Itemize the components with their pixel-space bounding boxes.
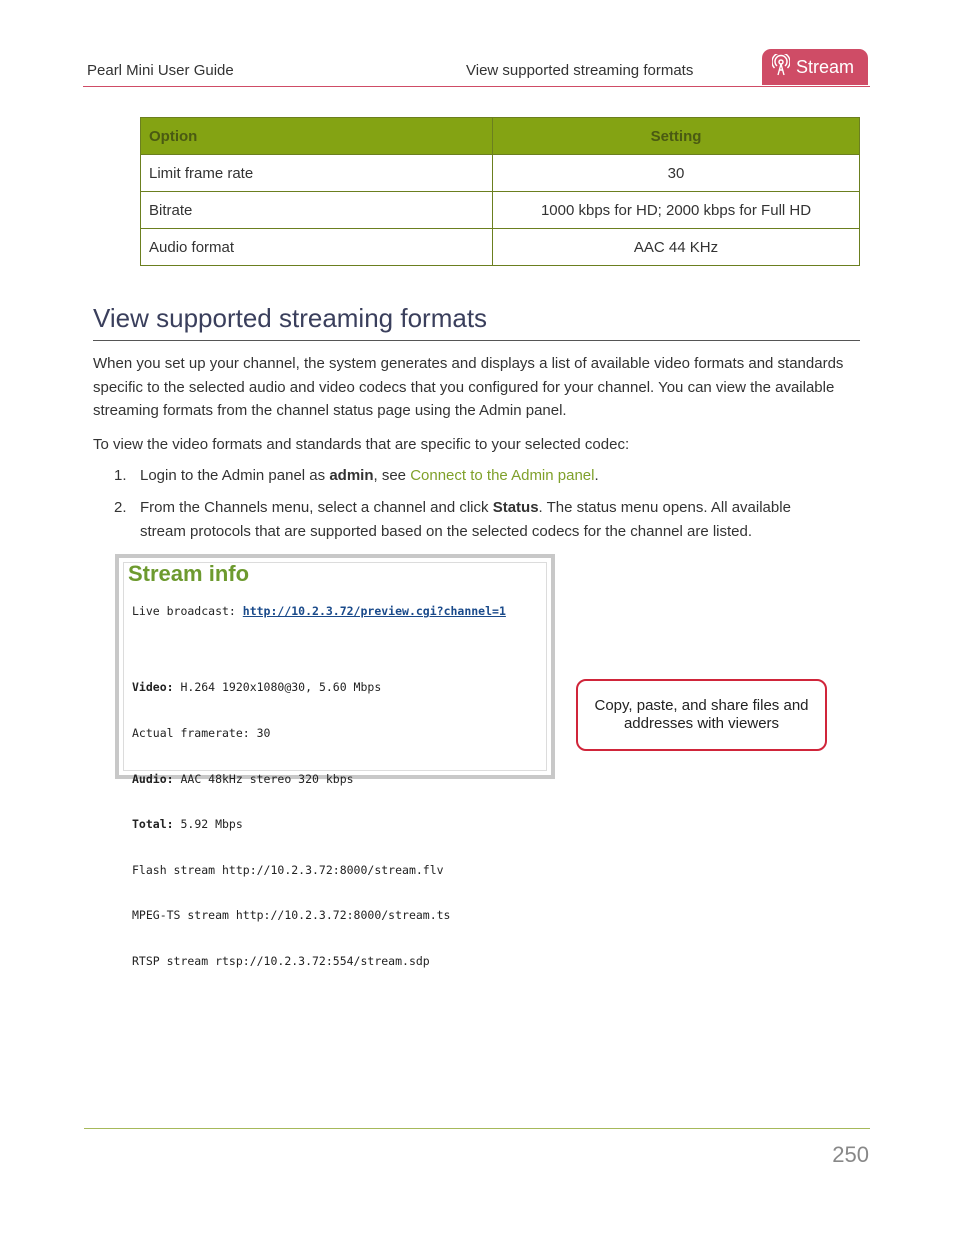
stream-detail-line: RTSP stream rtsp://10.2.3.72:554/stream.sdp: [132, 954, 430, 969]
table-row: [141, 229, 860, 266]
step-text: Login to the Admin panel as admin, see Connect to the Admin panel.: [140, 467, 599, 484]
live-broadcast-url[interactable]: http://10.2.3.72/preview.cgi?channel=1: [242, 604, 506, 618]
table-row: [141, 155, 860, 192]
table-row: [141, 192, 860, 229]
stream-info-title: Stream info: [128, 561, 250, 586]
stream-badge-label: Stream: [796, 56, 855, 77]
live-broadcast-line: Live broadcast: http://10.2.3.72/preview.cgi?channel=1: [132, 604, 506, 618]
table-cell-setting: 1000 kbps for HD; 2000 kbps for Full HD: [493, 192, 860, 229]
table-cell-setting: AAC 44 KHz: [493, 229, 860, 266]
table-cell-option: Audio format: [141, 229, 493, 266]
stream-detail-line: Video: H.264 1920x1080@30, 5.60 Mbps: [132, 680, 382, 695]
step-number: 2.: [114, 499, 127, 516]
stream-details: [132, 650, 451, 984]
intro-paragraph: When you set up your channel, the system generates and displays a list of available video formats and standards specific to the selected audio and video codecs that you configured for your channel. You can view the available streaming formats from the channel status page using the Admin panel.: [93, 355, 844, 419]
table-cell-setting: 30: [493, 155, 860, 192]
header-divider: [83, 86, 870, 87]
stream-detail-line: Flash stream http://10.2.3.72:8000/stream.flv: [132, 862, 444, 877]
table-cell-option: Limit frame rate: [141, 155, 493, 192]
stream-detail-line: Audio: AAC 48kHz stereo 320 kbps: [132, 771, 354, 786]
step-number: 1.: [114, 467, 127, 484]
admin-label: admin: [329, 467, 374, 484]
table-header-option: Option: [141, 118, 493, 155]
stream-detail-line: Total: 5.92 Mbps: [132, 817, 243, 832]
stream-detail-line: Actual framerate: 30: [132, 726, 271, 741]
section-divider: [93, 340, 860, 341]
options-table: [140, 117, 860, 266]
footer-divider: [84, 1128, 870, 1129]
callout-text: Copy, paste, and share files and addresses with viewers: [594, 697, 809, 732]
step-text: From the Channels menu, select a channel and click Status. The status menu opens. All available stream protocols that are supported based on the selected codecs for the channel are listed.: [140, 499, 791, 540]
broadcast-icon: [772, 54, 790, 81]
section-heading: View supported streaming formats: [93, 303, 488, 333]
stream-badge: [762, 49, 868, 85]
table-header-row: [141, 118, 860, 155]
status-label: Status: [492, 499, 539, 516]
page-number: 250: [832, 1142, 869, 1167]
connect-admin-link[interactable]: Connect to the Admin panel: [410, 467, 595, 484]
guide-title: Pearl Mini User Guide: [87, 62, 234, 79]
header-section-title: View supported streaming formats: [466, 62, 694, 79]
callout-box: [576, 679, 827, 751]
stream-detail-line: MPEG-TS stream http://10.2.3.72:8000/stream.ts: [132, 908, 451, 923]
instruction-paragraph: To view the video formats and standards that are specific to your selected codec:: [93, 436, 630, 453]
table-cell-option: Bitrate: [141, 192, 493, 229]
table-header-setting: Setting: [493, 118, 860, 155]
